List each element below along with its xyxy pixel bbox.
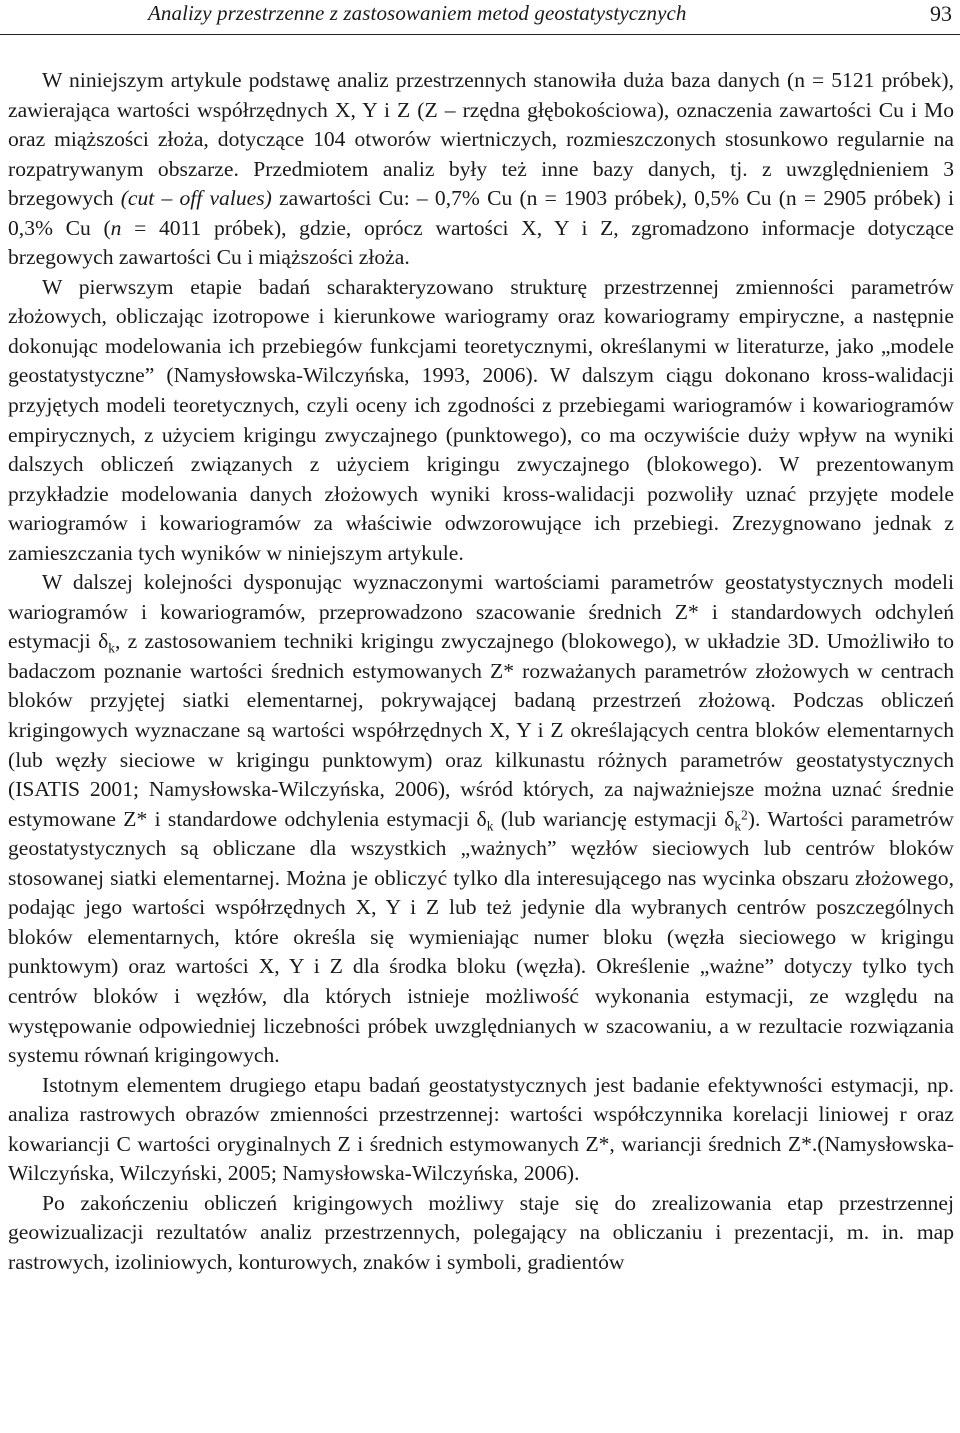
- paragraph-3-text-d: ). Wartości parametrów geostatystycznych są obliczane dla wszystkich „ważnych” węzłów sieciowych lub centrów bloków stosowanej siatki elementarnej. Można je obliczyć tylko dla interesującego nas wycinka obszaru złożowego, podając jego wartości współrzędnych X, Y i Z lub też jedynie dla wybranych centrów poszczególnych bloków elementarnych, które określa się wymieniając numer bloku (węzła sieciowego w krigingu punktowym) oraz wartości X, Y i Z dla środka bloku (węzła). Określenie „ważne” dotyczy tylko tych centrów bloków i węzłów, dla których istnieje możliwość wykonania estymacji, ze względu na występowanie odpowiedniej liczebności próbek uwzględnianych w szacowaniu, a w rezultacie rozwiązania systemu równań krigingowych.: [8, 806, 954, 1068]
- superscript-2: 2: [741, 806, 748, 822]
- running-title: Analizy przestrzenne z zastosowaniem metod geostatystycznych: [148, 1, 687, 25]
- paragraph-1-text-g: = 4011 próbek), gdzie, oprócz wartości X, Y i Z, zgromadzono informacje dotyczące brzegowych zawartości Cu i miąższości złoża.: [8, 215, 954, 270]
- paragraph-1-text-a: W niniejszym artykule podstawę analiz przestrzennych stanowiła duża baza danych (n = 5121 próbek), zawierająca wartości współrzędnych X, Y i Z (Z – rzędna głębokościowa), oznaczenia zawartości Cu i Mo oraz miąższości złoża, dotyczące 104 otworów wiertniczych, rozmieszczonych stosunkowo regularnie na rozpatrywanym obszarze. Przedmiotem analiz były też inne bazy danych, tj. z uwzględnieniem 3 brzegowych: [8, 68, 954, 211]
- paragraph-5: Po zakończeniu obliczeń krigingowych możliwy staje się do zrealizowania etap przestrzennej geowizualizacji rezultatów analiz przestrzennych, polegający na obliczaniu i prezentacji, m. in. map rastrowych, izoliniowych, konturowych, znaków i symboli, gradientów: [8, 1190, 954, 1274]
- paragraph-1-italic-cut-off: (cut – off values): [120, 186, 272, 211]
- paragraph-3: [8, 568, 954, 1070]
- subscript-k: k: [108, 641, 115, 657]
- paragraph-4: Istotnym elementem drugiego etapu badań geostatystycznych jest badanie efektywności estymacji, np. analiza rastrowych obrazów zmienności przestrzennej: wartości współczynnika korelacji liniowej r oraz kowariancji C wartości oryginalnych Z i średnich estymowanych Z*, wariancji średnich Z*.(Namysłowska-Wilczyńska, Wilczyński, 2005; Namysłowska-Wilczyńska, 2006).: [8, 1072, 954, 1186]
- paragraph-2: W pierwszym etapie badań scharakteryzowano strukturę przestrzennej zmienności parametrów złożowych, obliczając izotropowe i kierunkowe wariogramy oraz kowariogramy empiryczne, a następnie dokonując modelowania ich przebiegów funkcjami teoretycznymi, określanymi w literaturze, jako „modele geostatystyczne” (Namysłowska-Wilczyńska, 1993, 2006). W dalszym ciągu dokonano kross-walidacji przyjętych modeli teoretycznych, czyli oceny ich zgodności z przebiegami wariogramów i kowariogramów empirycznych, z użyciem krigingu zwyczajnego (punktowego), co ma oczywiście duży wpływ na wyniki dalszych obliczeń związanych z użyciem krigingu zwyczajnego (blokowego). W prezentowanym przykładzie modelowania danych złożowych wyniki kross-walidacji pozwoliły uznać przyjęte modele wariogramów i kowariogramów za właściwie odwzorowujące ich przebiegi. Zrezygnowano jednak z zamieszczania tych wyników w niniejszym artykule.: [8, 274, 954, 565]
- subscript-k: k: [486, 818, 494, 834]
- article-body: [8, 66, 954, 1277]
- subscript-k: k: [734, 818, 742, 834]
- paragraph-1-italic-paren: ),: [674, 186, 687, 211]
- page-number: 93: [930, 1, 952, 26]
- paragraph-1-text-e: 0,5% Cu (n = 2905 próbek) i 0,3% Cu (: [8, 186, 955, 240]
- paragraph-3-text-b: , z zastosowaniem techniki krigingu zwyczajnego (blokowego), w układzie 3D. Umożliwiło to badaczom poznanie wartości średnich estymowanych Z* rozważanych parametrów złożowych w centrach bloków przyjętej siatki elementarnej, pokrywającej badaną przestrzeń złożową. Podczas obliczeń krigingowych wyznaczane są wartości współrzędnych X, Y i Z określających centra bloków elementarnych (lub węzły sieciowe w krigingu punktowym) oraz kilkunastu różnych parametrów geostatystycznych (ISATIS 2001; Namysłowska-Wilczyńska, 2006), wśród których, za najważniejsze można uznać średnie estymowane Z* i standardowe odchylenia estymacji δ: [8, 629, 954, 831]
- paragraph-3-text-a: W dalszej kolejności dysponując wyznaczonymi wartościami parametrów geostatystycznych modeli wariogramów i kowariogramów, przeprowadzono szacowanie średnich Z* i standardowych odchyleń estymacji δ: [8, 570, 954, 654]
- paragraph-1-text-c: zawartości Cu: – 0,7% Cu (n = 1903 próbek: [271, 186, 675, 211]
- paragraph-1-italic-n: n: [110, 215, 122, 240]
- paragraph-3-text-c: (lub wariancję estymacji δ: [493, 806, 735, 831]
- page-header: [0, 0, 960, 35]
- paragraph-1: [8, 66, 954, 273]
